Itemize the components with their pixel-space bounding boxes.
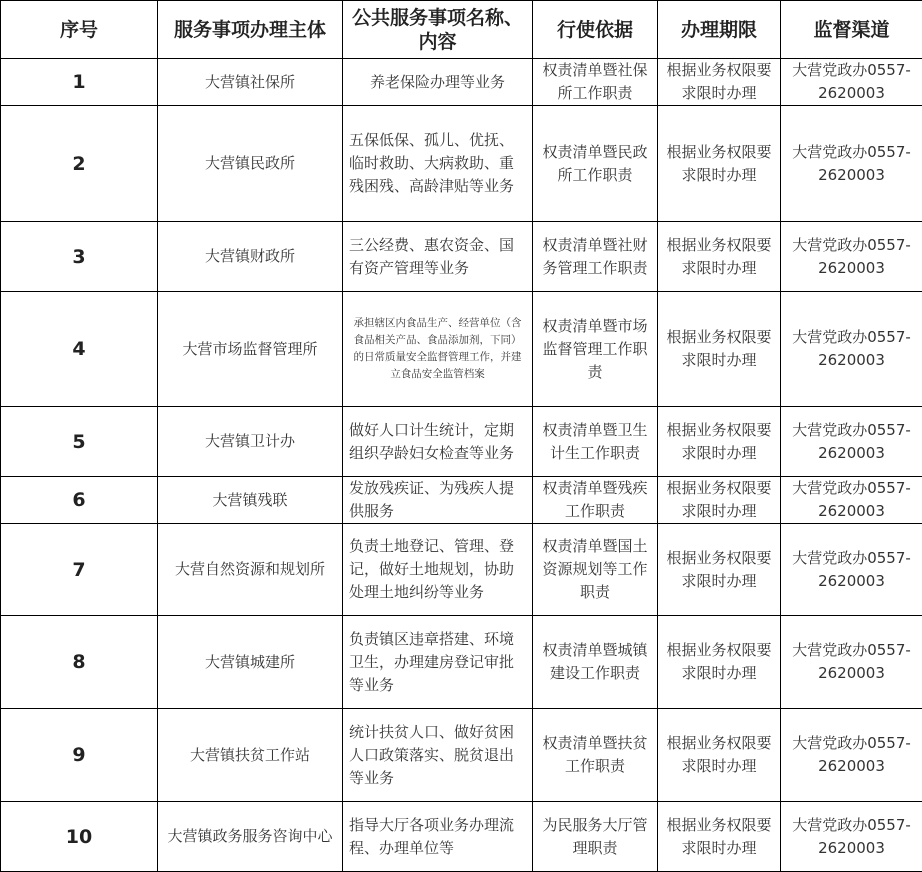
- table-row: [1, 477, 922, 524]
- row-period: 根据业务权限要求限时办理: [658, 222, 781, 292]
- row-subject: 大营市场监督管理所: [158, 292, 343, 407]
- row-channel: 大营党政办0557-2620003: [781, 222, 922, 292]
- row-subject: 大营镇政务服务咨询中心: [158, 802, 343, 872]
- row-period: 根据业务权限要求限时办理: [658, 524, 781, 616]
- row-period: 根据业务权限要求限时办理: [658, 709, 781, 802]
- header-period: 办理期限: [658, 1, 781, 59]
- row-content: 养老保险办理等业务: [343, 59, 533, 106]
- row-basis: 权责清单暨社财务管理工作职责: [533, 222, 658, 292]
- table-row: [1, 616, 922, 709]
- row-content: 负责土地登记、管理、登记，做好土地规划，协助处理土地纠纷等业务: [343, 524, 533, 616]
- row-no: 5: [1, 407, 158, 477]
- row-basis: 权责清单暨城镇建设工作职责: [533, 616, 658, 709]
- row-content: 做好人口计生统计，定期组织孕龄妇女检查等业务: [343, 407, 533, 477]
- row-basis: 权责清单暨民政所工作职责: [533, 106, 658, 222]
- row-no: 10: [1, 802, 158, 872]
- row-subject: 大营镇城建所: [158, 616, 343, 709]
- row-channel: 大营党政办0557-2620003: [781, 292, 922, 407]
- row-no: 2: [1, 106, 158, 222]
- row-content: 五保低保、孤儿、优抚、临时救助、大病救助、重残困残、高龄津贴等业务: [343, 106, 533, 222]
- row-channel: 大营党政办0557-2620003: [781, 477, 922, 524]
- row-content: 统计扶贫人口、做好贫困人口政策落实、脱贫退出等业务: [343, 709, 533, 802]
- row-period: 根据业务权限要求限时办理: [658, 477, 781, 524]
- header-channel: 监督渠道: [781, 1, 922, 59]
- row-subject: 大营自然资源和规划所: [158, 524, 343, 616]
- row-period: 根据业务权限要求限时办理: [658, 292, 781, 407]
- row-basis: 权责清单暨残疾工作职责: [533, 477, 658, 524]
- table-row: [1, 222, 922, 292]
- row-no: 1: [1, 59, 158, 106]
- row-channel: 大营党政办0557-2620003: [781, 407, 922, 477]
- row-channel: 大营党政办0557-2620003: [781, 524, 922, 616]
- table-row: [1, 292, 922, 407]
- header-basis: 行使依据: [533, 1, 658, 59]
- row-no: 9: [1, 709, 158, 802]
- row-subject: 大营镇民政所: [158, 106, 343, 222]
- row-subject: 大营镇卫计办: [158, 407, 343, 477]
- table-row: [1, 106, 922, 222]
- table-row: [1, 407, 922, 477]
- row-basis: 权责清单暨市场监督管理工作职责: [533, 292, 658, 407]
- row-content: 负责镇区违章搭建、环境卫生，办理建房登记审批等业务: [343, 616, 533, 709]
- row-no: 4: [1, 292, 158, 407]
- row-content: 三公经费、惠农资金、国有资产管理等业务: [343, 222, 533, 292]
- row-subject: 大营镇残联: [158, 477, 343, 524]
- row-no: 3: [1, 222, 158, 292]
- row-no: 8: [1, 616, 158, 709]
- row-basis: 权责清单暨卫生计生工作职责: [533, 407, 658, 477]
- table-row: [1, 524, 922, 616]
- row-subject: 大营镇社保所: [158, 59, 343, 106]
- row-subject: 大营镇扶贫工作站: [158, 709, 343, 802]
- row-no: 6: [1, 477, 158, 524]
- header-row: [1, 1, 922, 59]
- row-basis: 权责清单暨国土资源规划等工作职责: [533, 524, 658, 616]
- row-basis: 权责清单暨社保所工作职责: [533, 59, 658, 106]
- row-no: 7: [1, 524, 158, 616]
- row-period: 根据业务权限要求限时办理: [658, 802, 781, 872]
- row-channel: 大营党政办0557-2620003: [781, 802, 922, 872]
- row-channel: 大营党政办0557-2620003: [781, 106, 922, 222]
- row-period: 根据业务权限要求限时办理: [658, 59, 781, 106]
- row-content: 指导大厅各项业务办理流程、办理单位等: [343, 802, 533, 872]
- row-period: 根据业务权限要求限时办理: [658, 616, 781, 709]
- row-channel: 大营党政办0557-2620003: [781, 616, 922, 709]
- row-basis: 权责清单暨扶贫工作职责: [533, 709, 658, 802]
- header-no: 序号: [1, 1, 158, 59]
- row-period: 根据业务权限要求限时办理: [658, 407, 781, 477]
- row-subject: 大营镇财政所: [158, 222, 343, 292]
- table-row: [1, 59, 922, 106]
- row-channel: 大营党政办0557-2620003: [781, 709, 922, 802]
- table-row: [1, 709, 922, 802]
- row-basis: 为民服务大厅管理职责: [533, 802, 658, 872]
- row-content: 发放残疾证、为残疾人提供服务: [343, 477, 533, 524]
- table-row: [1, 802, 922, 872]
- row-content: 承担辖区内食品生产、经营单位（含食品相关产品、食品添加剂，下同）的日常质量安全监督管理工作，并建立食品安全监管档案: [343, 292, 533, 407]
- row-period: 根据业务权限要求限时办理: [658, 106, 781, 222]
- header-subject: 服务事项办理主体: [158, 1, 343, 59]
- header-name: 公共服务事项名称、内容: [343, 1, 533, 59]
- row-channel: 大营党政办0557-2620003: [781, 59, 922, 106]
